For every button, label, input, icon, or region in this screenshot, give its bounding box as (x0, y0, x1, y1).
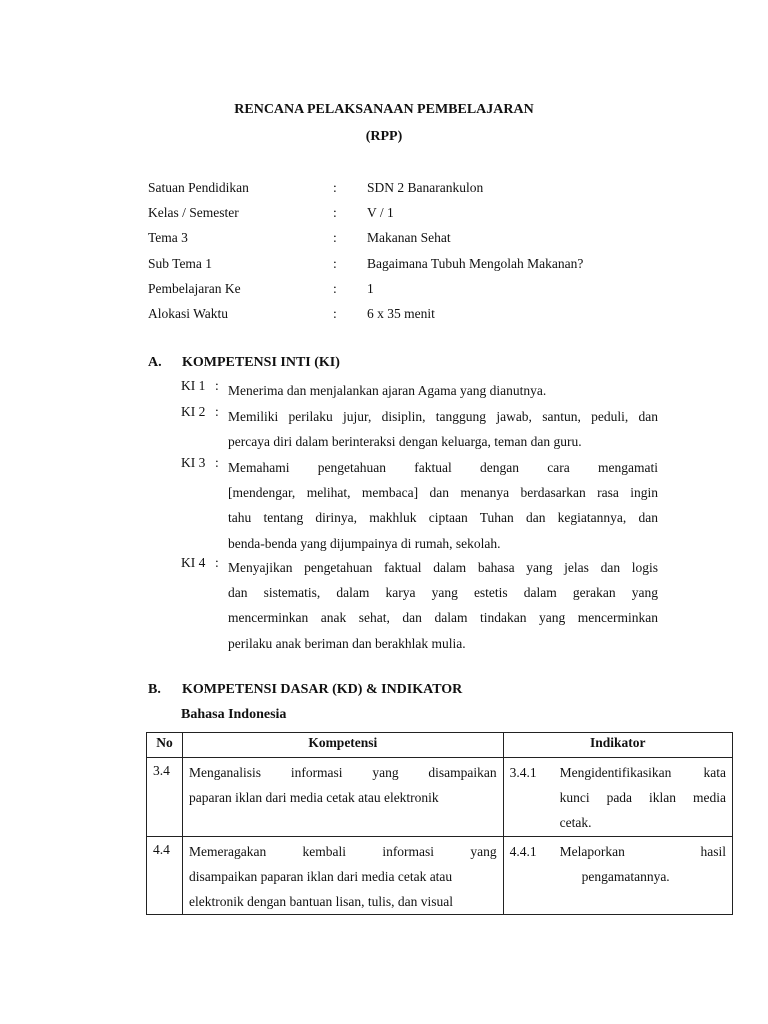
ki-line: Menyajikan pengetahuan faktual dalam bahasa yang jelas dan logis (228, 560, 658, 575)
info-colon: : (333, 230, 337, 246)
info-label: Sub Tema 1 (148, 255, 213, 271)
ki-code: KI 4 (181, 555, 206, 570)
info-value: SDN 2 Banarankulon (367, 180, 484, 195)
kd-indikator-table (146, 732, 733, 915)
indikator-line: Mengidentifikasikan kata (559, 765, 726, 780)
info-colon: : (333, 180, 337, 195)
table-row (147, 836, 733, 915)
ki-line: dan sistematis, dalam karya yang estetis dalam gerakan yang (228, 585, 658, 601)
subject-heading: Bahasa Indonesia (181, 707, 287, 722)
info-label: Alokasi Waktu (148, 305, 229, 321)
section-title: KOMPETENSI DASAR (KD) & INDIKATOR (182, 682, 463, 697)
ki-line: [mendengar, melihat, membaca] dan menanya berdasarkan rasa ingin (228, 485, 658, 501)
document-subtitle: (RPP) (365, 129, 403, 144)
ki-line: Menerima dan menjalankan ajaran Agama yang dianutnya. (228, 383, 547, 398)
info-label: Satuan Pendidikan (148, 180, 249, 195)
info-value: 1 (367, 280, 374, 296)
section-title: KOMPETENSI INTI (KI) (182, 355, 340, 370)
kompetensi-line: paparan iklan dari media cetak atau elektronik (189, 790, 439, 806)
info-value: 6 x 35 menit (367, 305, 435, 321)
ki-colon: : (215, 378, 219, 393)
cell-indikator (503, 758, 732, 837)
section-letter: A. (148, 355, 162, 370)
ki-colon: : (215, 455, 219, 470)
cell-no: 4.4 (147, 836, 183, 915)
info-colon: : (333, 280, 337, 296)
ki-line: percaya diri dalam berinteraksi dengan keluarga, teman dan guru. (228, 434, 582, 450)
kompetensi-line: Memeragakan kembali informasi yang (189, 843, 497, 859)
kompetensi-line: elektronik dengan bantuan lisan, tulis, dan visual (189, 893, 453, 909)
ki-line: Memahami pengetahuan faktual dengan cara mengamati (228, 460, 658, 475)
ki-line: tahu tentang dirinya, makhluk ciptaan Tuhan dan kegiatannya, dan (228, 510, 658, 526)
indikator-code: 4.4.1 (509, 843, 537, 859)
ki-code: KI 3 (181, 455, 206, 470)
info-label: Pembelajaran Ke (148, 280, 241, 296)
table-header-row (147, 733, 733, 758)
ki-colon: : (215, 404, 219, 419)
info-label: Tema 3 (148, 230, 188, 246)
indikator-line: pengamatannya. (581, 868, 670, 884)
info-colon: : (333, 255, 337, 271)
ki-line: benda-benda yang dijumpainya di rumah, sekolah. (228, 535, 501, 551)
ki-line: mencerminkan anak sehat, dan dalam tindakan yang mencerminkan (228, 610, 658, 626)
info-colon: : (333, 305, 337, 321)
cell-kompetensi (183, 758, 504, 837)
ki-line: Memiliki perilaku jujur, disiplin, tanggung jawab, santun, peduli, dan (228, 409, 658, 424)
ki-line: perilaku anak beriman dan berakhlak mulia. (228, 635, 466, 651)
info-label: Kelas / Semester (148, 205, 239, 221)
ki-colon: : (215, 555, 219, 570)
column-header-indikator: Indikator (503, 733, 732, 758)
info-colon: : (333, 205, 337, 221)
kompetensi-line: Menganalisis informasi yang disampaikan (189, 765, 497, 780)
kompetensi-line: disampaikan paparan iklan dari media cetak atau (189, 868, 453, 884)
info-value: Bagaimana Tubuh Mengolah Makanan? (367, 255, 584, 271)
cell-kompetensi (183, 836, 504, 915)
indikator-line: cetak. (559, 815, 592, 831)
ki-code: KI 1 (181, 378, 206, 393)
section-letter: B. (148, 682, 161, 697)
cell-indikator (503, 836, 732, 915)
document-title: RENCANA PELAKSANAAN PEMBELAJARAN (234, 102, 534, 117)
column-header-kompetensi: Kompetensi (183, 733, 504, 758)
table-row (147, 758, 733, 837)
column-header-no: No (147, 733, 183, 758)
indikator-line: kunci pada iklan media (559, 790, 726, 806)
indikator-line: Melaporkan hasil (559, 843, 726, 859)
cell-no: 3.4 (147, 758, 183, 837)
info-value: Makanan Sehat (367, 230, 451, 246)
ki-code: KI 2 (181, 404, 206, 419)
info-value: V / 1 (367, 205, 394, 221)
ki-text (228, 555, 658, 681)
indikator-code: 3.4.1 (509, 765, 537, 780)
